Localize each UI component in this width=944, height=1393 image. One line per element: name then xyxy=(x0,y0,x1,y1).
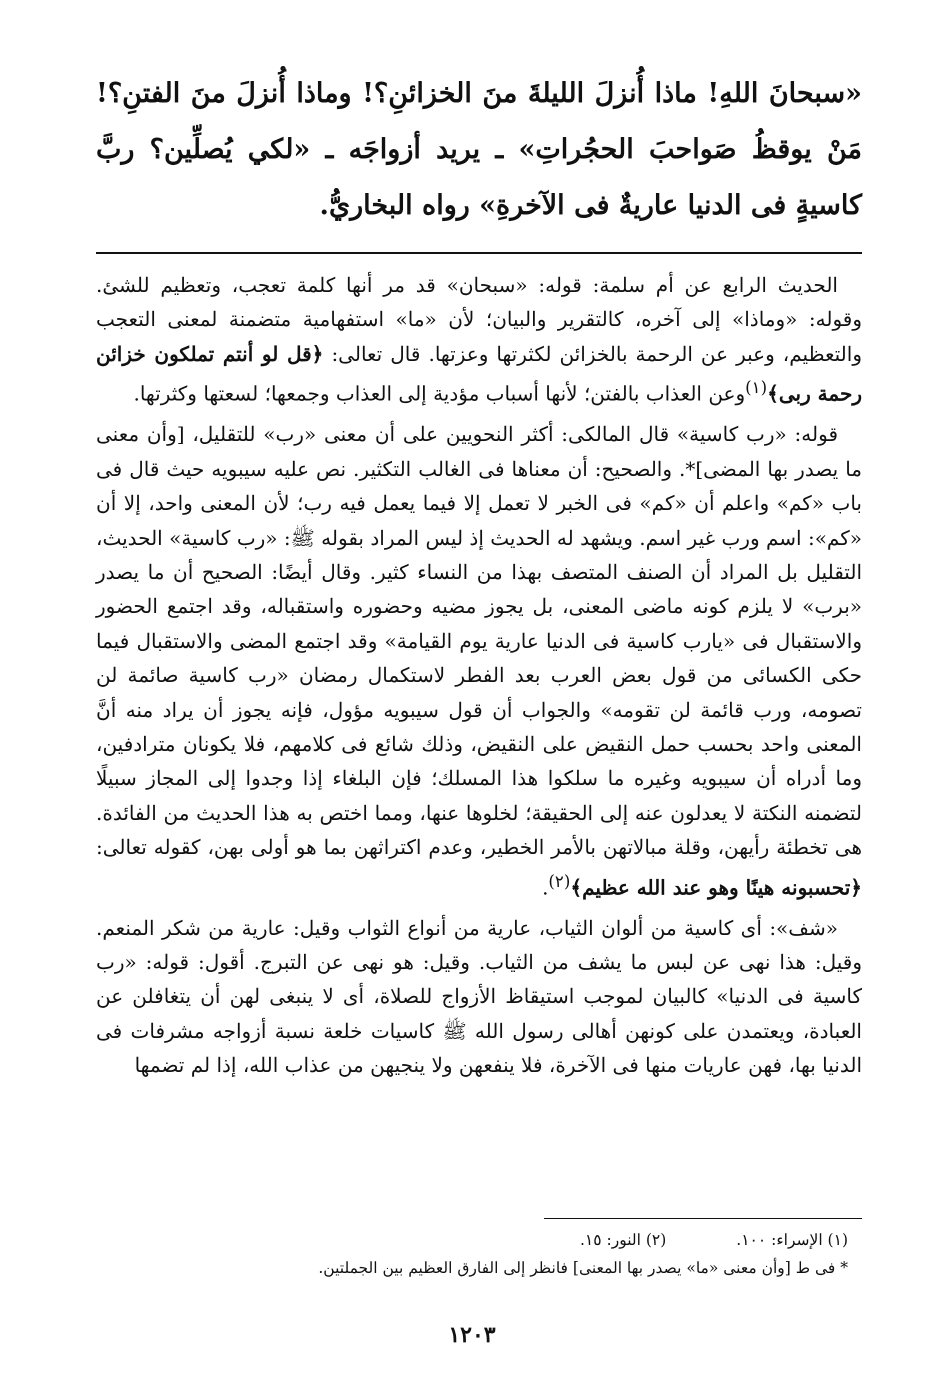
footnotes xyxy=(96,1226,862,1282)
commentary-paragraph-3: «شف»: أى كاسية من ألوان الثياب، عارية من أنواع الثواب وقيل: عارية من شكر المنعم. وقيل: هذا نهى عن لبس ما يشف من الثياب. وقيل: هو نهى عن التبرج. أقول: قوله: «رب كاسية فى الدنيا» كالبيان لموجب استيقاظ الأزواج للصلاة، أى لا ينبغى لهن أن يتغافلن عن العبادة، ويعتمدن على كونهن أهالى رسول الله ﷺ كاسيات خلعة نسبة أزواجه مشرفات فى الدنيا بها، فهن عاريات منها فى الآخرة، فلا ينفعهن ولا ينجيهن من عذاب الله، إذا لم تضمها xyxy=(96,915,862,1078)
quran-quote-2: ﴿تحسبونه هينًا وهو عند الله عظيم﴾ xyxy=(570,875,862,900)
commentary xyxy=(96,268,862,1089)
footnote-editorial-note: * فى ط [وأن معنى «ما» يصدر بها المعنى] فانظر إلى الفارق العظيم بين الجملتين. xyxy=(318,1259,848,1277)
commentary-p1-text: الحديث الرابع عن أم سلمة: قوله: «سبحان» قد مر أنها كلمة تعجب، وتعظيم للشئ. وقوله: «وماذا» إلى آخره، كالتقرير والبيان؛ لأن «ما» استفهامية متضمنة لمعنى التعجب والتعظيم، وعبر عن الرحمة بالخزائن لكثرتها وعزتها. قال تعالى: xyxy=(96,273,862,366)
section-divider xyxy=(96,252,862,254)
commentary-p2-tail: . xyxy=(542,875,549,900)
commentary-p2-text: قوله: «رب كاسية» قال المالكى: أكثر النحويين على أن معنى «رب» للتقليل، [وأن معنى ما يصدر بها المضى]*. والصحيح: أن معناها فى الغالب التكثير. نص عليه سيبويه حيث قال فى باب «كم» واعلم أن «كم» فى الخبر لا تعمل إلا فيما يعمل فيه رب؛ لأن المعنى واحد، إلا أن «كم»: اسم ورب غير اسم. ويشهد له الحديث إذ ليس المراد بقوله ﷺ: «رب كاسية» الحديث، التقليل بل المراد أن الصنف المتصف بهذا من النساء كثير. وقال أيضًا: الصحيح أن ما يصدر «برب» لا يلزم كونه ماضى المعنى، بل يجوز مضيه وحضوره واستقباله، وقد اجتمع الحضور والاستقبال فى «يارب كاسية فى الدنيا عارية يوم القيامة» وقد اجتمع المضى والاستقبال فيما حكى الكسائى من قول بعض العرب بعد الفطر لاستكمال رمضان «رب كاسية صائمة لن تصومه، ورب قائمة لن تقومه» والجواب أن قول سيبويه مؤول، فإنه يجوز أن يراد منه أنَّ المعنى واحد بحسب حمل النقيض على النقيض، وذلك شائع فى كلامهم، فلا يكونان مترادفين، وما أدراه أن سيبويه وغيره ما سلكوا هذا المسلك؛ فإن البلغاء إذا وجدوا إلى المجاز سبيلًا لتضمنه النكتة لا يعدلون عنه إلى الحقيقة؛ لخلوها عنها، ومما اختص به هذا الحديث من الفائدة. هى تخطئة رأيهن، وقلة مبالاتهن بالأمر الخطير، وعدم اكتراثهن بما هو أولى بهن، كقوله تعالى: xyxy=(96,422,863,860)
commentary-paragraph-1 xyxy=(96,268,862,411)
footnote-2: (٢) النور: ١٥. xyxy=(579,1231,667,1249)
footnote-row xyxy=(96,1226,862,1254)
hadith-text: «سبحانَ اللهِ! ماذا أُنزلَ الليلةَ منَ الخزائنِ؟! وماذا أُنزلَ منَ الفتنِ؟! مَنْ يوقظُ صَواحبَ الحجُراتِ» ـ يريد أزواجَه ـ «لكي يُصلِّين؟ ربَّ كاسيةٍ فى الدنيا عاريةٌ فى الآخرةِ» رواه البخاريُّ. xyxy=(96,78,863,221)
footnote-ref-1: (١) xyxy=(745,378,768,398)
footnote-ref-2: (٢) xyxy=(548,871,571,891)
quran-quote-1: ﴿قل لو أنتم تملكون خزائن رحمة ربى﴾ xyxy=(96,341,862,406)
footnote-1: (١) الإسراء: ١٠٠. xyxy=(736,1231,848,1249)
commentary-p1-tail: وعن العذاب بالفتن؛ لأنها أسباب مؤدية إلى العذاب وجمعها؛ لسعتها وكثرتها. xyxy=(133,381,746,406)
page-number: ١٢٠٣ xyxy=(448,1322,496,1348)
commentary-paragraph-2 xyxy=(96,417,862,904)
footnote-divider xyxy=(544,1218,862,1219)
